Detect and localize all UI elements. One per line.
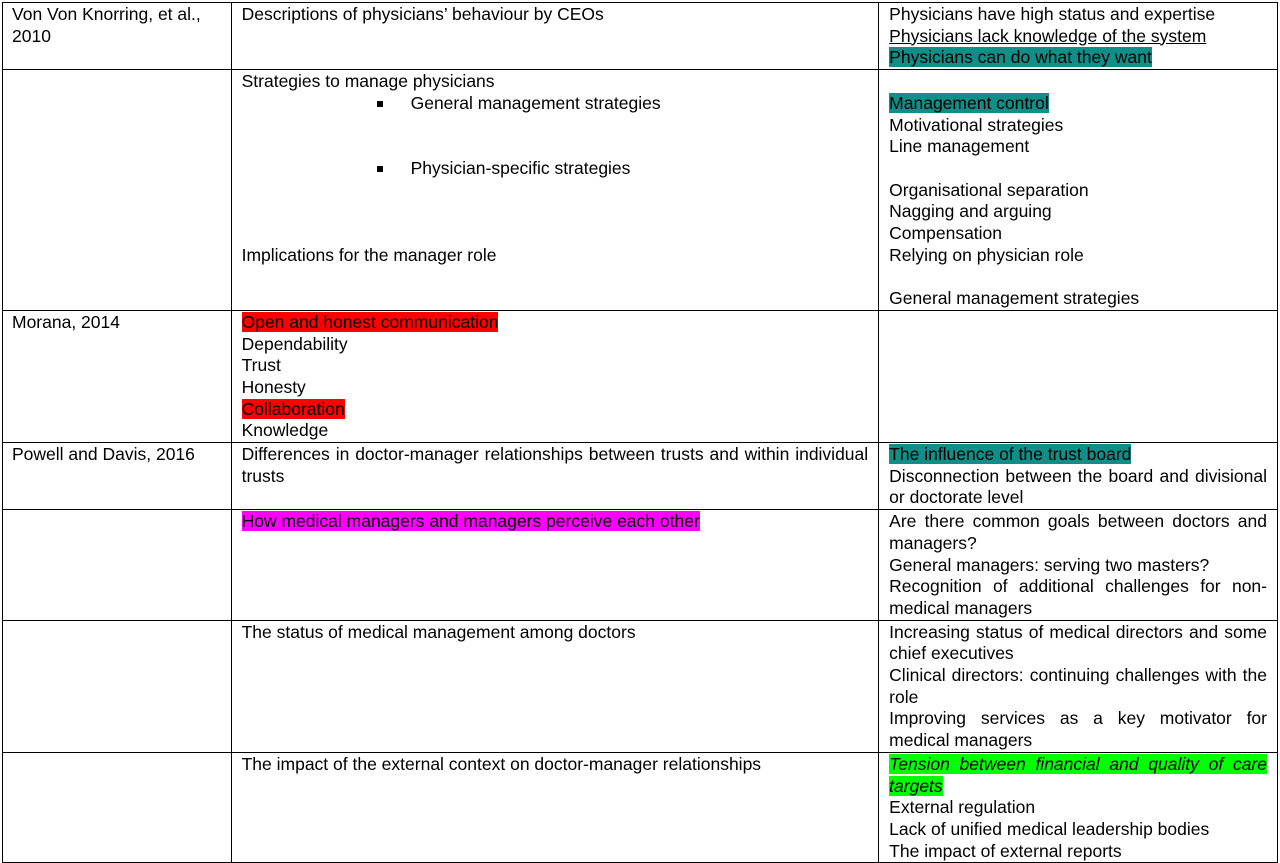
implications-label: Implications for the manager role	[241, 244, 497, 265]
square-bullet-icon	[377, 101, 383, 107]
finding-item: The impact of external reports	[889, 840, 1122, 861]
finding-item: Nagging and arguing	[889, 201, 1052, 222]
theme-item: Dependability	[241, 333, 348, 354]
finding-item: Recognition of additional challenges for non-medical managers	[889, 576, 1267, 618]
literature-summary-table	[2, 2, 1278, 863]
finding-item: General management strategies	[889, 288, 1140, 309]
table-row	[3, 510, 1278, 621]
findings-cell	[879, 443, 1278, 510]
theme-text: How medical managers and managers perceive each other	[241, 511, 700, 532]
author-cell	[3, 3, 232, 70]
author-cell	[3, 443, 232, 510]
bullet-label: General management strategies	[410, 92, 661, 113]
author-cell	[3, 310, 232, 442]
finding-item: Increasing status of medical directors and some chief executives	[889, 621, 1267, 664]
theme-text: The status of medical management among doctors	[241, 621, 636, 642]
theme-cell	[231, 310, 879, 442]
theme-item: Open and honest communication	[241, 311, 499, 332]
author-cell	[3, 620, 232, 752]
finding-item: Disconnection between the board and divisional or doctorate level	[889, 465, 1267, 508]
theme-cell	[231, 443, 879, 510]
findings-cell	[879, 510, 1278, 621]
finding-item: Physicians lack knowledge of the system	[889, 25, 1207, 46]
author-cell	[3, 70, 232, 311]
finding-item: Are there common goals between doctors and managers?	[889, 511, 1267, 553]
theme-text: Descriptions of physicians’ behaviour by CEOs	[241, 4, 604, 24]
finding-item: General managers: serving two masters?	[889, 554, 1210, 575]
theme-item: Collaboration	[241, 398, 345, 419]
finding-item: Line management	[889, 136, 1030, 157]
finding-item: Physicians can do what they want	[889, 47, 1152, 68]
theme-cell	[231, 70, 879, 311]
author-name: Morana, 2014	[12, 311, 120, 332]
theme-text: The impact of the external context on doctor-manager relationships	[241, 753, 762, 774]
finding-item: Motivational strategies	[889, 114, 1064, 135]
square-bullet-icon	[377, 166, 383, 172]
theme-item: Honesty	[241, 376, 306, 397]
table-row	[3, 752, 1278, 863]
theme-cell	[231, 620, 879, 752]
theme-title: Strategies to manage physicians	[241, 71, 495, 92]
theme-cell	[231, 3, 879, 70]
finding-item: Clinical directors: continuing challenges with the role	[889, 665, 1267, 707]
finding-item: The influence of the trust board	[889, 444, 1132, 465]
table-row	[3, 70, 1278, 311]
theme-item: Knowledge	[241, 420, 329, 441]
bullet-item	[242, 158, 869, 180]
finding-item: Improving services as a key motivator for medical managers	[889, 708, 1267, 751]
table-row	[3, 310, 1278, 442]
author-name: Powell and Davis, 2016	[12, 444, 195, 465]
finding-item: Compensation	[889, 223, 1003, 243]
findings-cell	[879, 70, 1278, 311]
findings-cell	[879, 3, 1278, 70]
finding-item: Relying on physician role	[889, 244, 1084, 265]
theme-cell	[231, 510, 879, 621]
finding-item: External regulation	[889, 797, 1036, 818]
findings-cell	[879, 752, 1278, 863]
theme-text: Differences in doctor-manager relationships between trusts and within individual trusts	[241, 444, 869, 486]
theme-item: Trust	[241, 355, 281, 376]
findings-cell	[879, 620, 1278, 752]
table-row	[3, 3, 1278, 70]
finding-item: Physicians have high status and expertise	[889, 4, 1216, 24]
finding-item: Lack of unified medical leadership bodies	[889, 818, 1210, 839]
author-name: Von Von Knorring, et al., 2010	[12, 4, 201, 46]
finding-item: Management control	[889, 92, 1049, 113]
author-cell	[3, 752, 232, 863]
theme-cell	[231, 752, 879, 863]
table-row	[3, 443, 1278, 510]
bullet-label: Physician-specific strategies	[410, 157, 631, 178]
table-row	[3, 620, 1278, 752]
finding-item: Tension between financial and quality of care targets	[889, 753, 1267, 796]
finding-item: Organisational separation	[889, 179, 1089, 200]
findings-cell	[879, 310, 1278, 442]
author-cell	[3, 510, 232, 621]
bullet-item	[242, 93, 869, 115]
